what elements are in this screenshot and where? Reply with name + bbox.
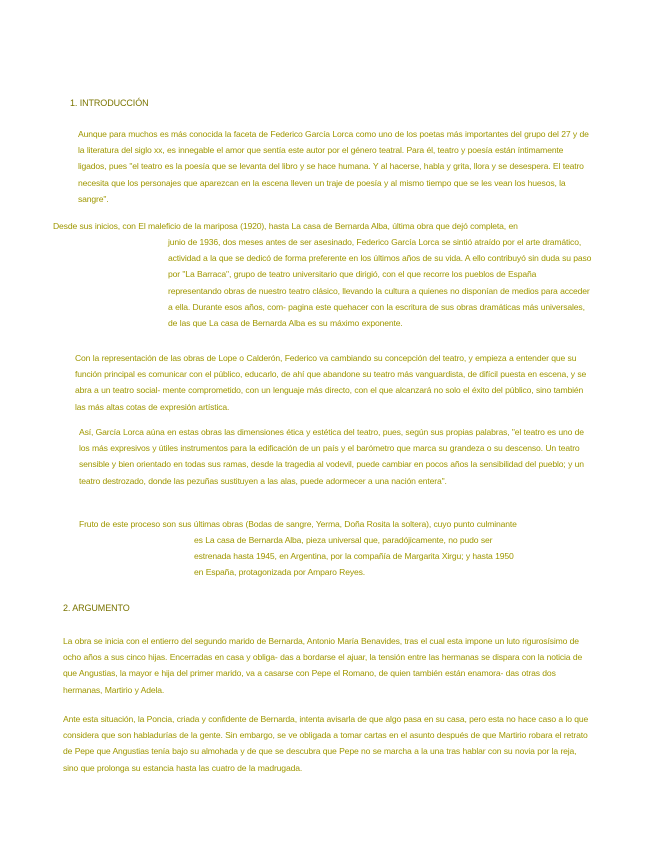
section-heading-argumento: 2. ARGUMENTO xyxy=(63,603,130,613)
intro-paragraph-2-continuation: junio de 1936, dos meses antes de ser asesinado, Federico García Lorca se sintió atraído por el arte dramático, actividad a la que se dedicó de forma preferente en los últimos años de su vida. A ello contribuyó sin duda su paso por "La Barraca", grupo de teatro universitario que dirigió, con el que recorre los pueblos de España representando obras de nuestro teatro clásico, llevando la cultura a quienes no disponían de medios para acceder a ella. Durante esos años, com- pagina este quehacer con la escritura de sus obras dramáticas más universales, de las que La casa de Bernarda Alba es su máximo exponente. xyxy=(168,237,592,329)
intro-paragraph-1: Aunque para muchos es más conocida la faceta de Federico García Lorca como uno de los poetas más importantes del grupo del 27 y de la literatura del siglo xx, es innegable el amor que sentía este autor por el género teatral. Para él, teatro y poesía están íntimamente ligados, pues "el teatro es la poesía que se levanta del libro y se hace humana. Y al hacerse, habla y grita, llora y se desespera. El teatro necesita que los personajes que aparezcan en la escena lleven un traje de poesía y al mismo tiempo que se les vean los huesos, la sangre". xyxy=(78,129,589,204)
argumento-paragraph-2: Ante esta situación, la Poncia, criada y confidente de Bernarda, intenta avisarla de que algo pasa en su casa, pero esta no hace caso a lo que considera que son habladurías de la gente. Sin embargo, se ve obligada a tomar cartas en el asunto después de que Martirio robara el retrato de Pepe que Angustias tenía bajo su almohada y de que se descubra que Pepe no se marcha a la una tras hablar con su novia por la reja, sino que prolonga su estancia hasta las cuatro de la madrugada. xyxy=(63,714,589,773)
intro-paragraph-2-first-line: Desde sus inicios, con El maleficio de la mariposa (1920), hasta La casa de Bernarda Alba, última obra que dejó completa, en xyxy=(53,221,518,231)
intro-paragraph-3: Con la representación de las obras de Lope o Calderón, Federico va cambiando su concepción del teatro, y empieza a entender que su función principal es comunicar con el público, educarlo, de ahí que abandone su teatro más vanguardista, de difícil puesta en escena, y se abra a un teatro social- mente comprometido, con un lenguaje más directo, con el que alcanzará no solo el éxito del público, sino también las más altas cotas de expresión artística. xyxy=(75,353,587,412)
intro-paragraph-5-continuation: es La casa de Bernarda Alba, pieza universal que, paradójicamente, no pudo ser estrenada hasta 1945, en Argentina, por la compañía de Margarita Xirgu; y hasta 1950 en España, protagonizada por Amparo Reyes. xyxy=(194,535,514,578)
intro-paragraph-5-first-line: Fruto de este proceso son sus últimas obras (Bodas de sangre, Yerma, Doña Rosita la soltera), cuyo punto culminante xyxy=(79,519,517,529)
section-heading-introduccion: 1. INTRODUCCIÓN xyxy=(70,98,149,108)
intro-paragraph-4: Así, García Lorca aúna en estas obras las dimensiones ética y estética del teatro, pues, según sus propias palabras, "el teatro es uno de los más expresivos y útiles instrumentos para la edificación de un país y el barómetro que marca su grandeza o su descenso. Un teatro sensible y bien orientado en todas sus ramas, desde la tragedia al vodevil, puede cambiar en pocos años la sensibilidad del pueblo; y un teatro destrozado, donde las pezuñas sustituyen a las alas, puede adormecer a una nación entera". xyxy=(79,427,584,486)
argumento-paragraph-1: La obra se inicia con el entierro del segundo marido de Bernarda, Antonio María Benavides, tras el cual esta impone un luto rigurosísimo de ocho años a sus cinco hijas. Encerradas en casa y obliga- das a bordarse el ajuar, la tensión entre las hermanas se dispara con la noticia de que Angustias, la mayor e hija del primer marido, va a casarse con Pepe el Romano, de quien también están enamora- das otras dos hermanas, Martirio y Adela. xyxy=(63,636,583,695)
